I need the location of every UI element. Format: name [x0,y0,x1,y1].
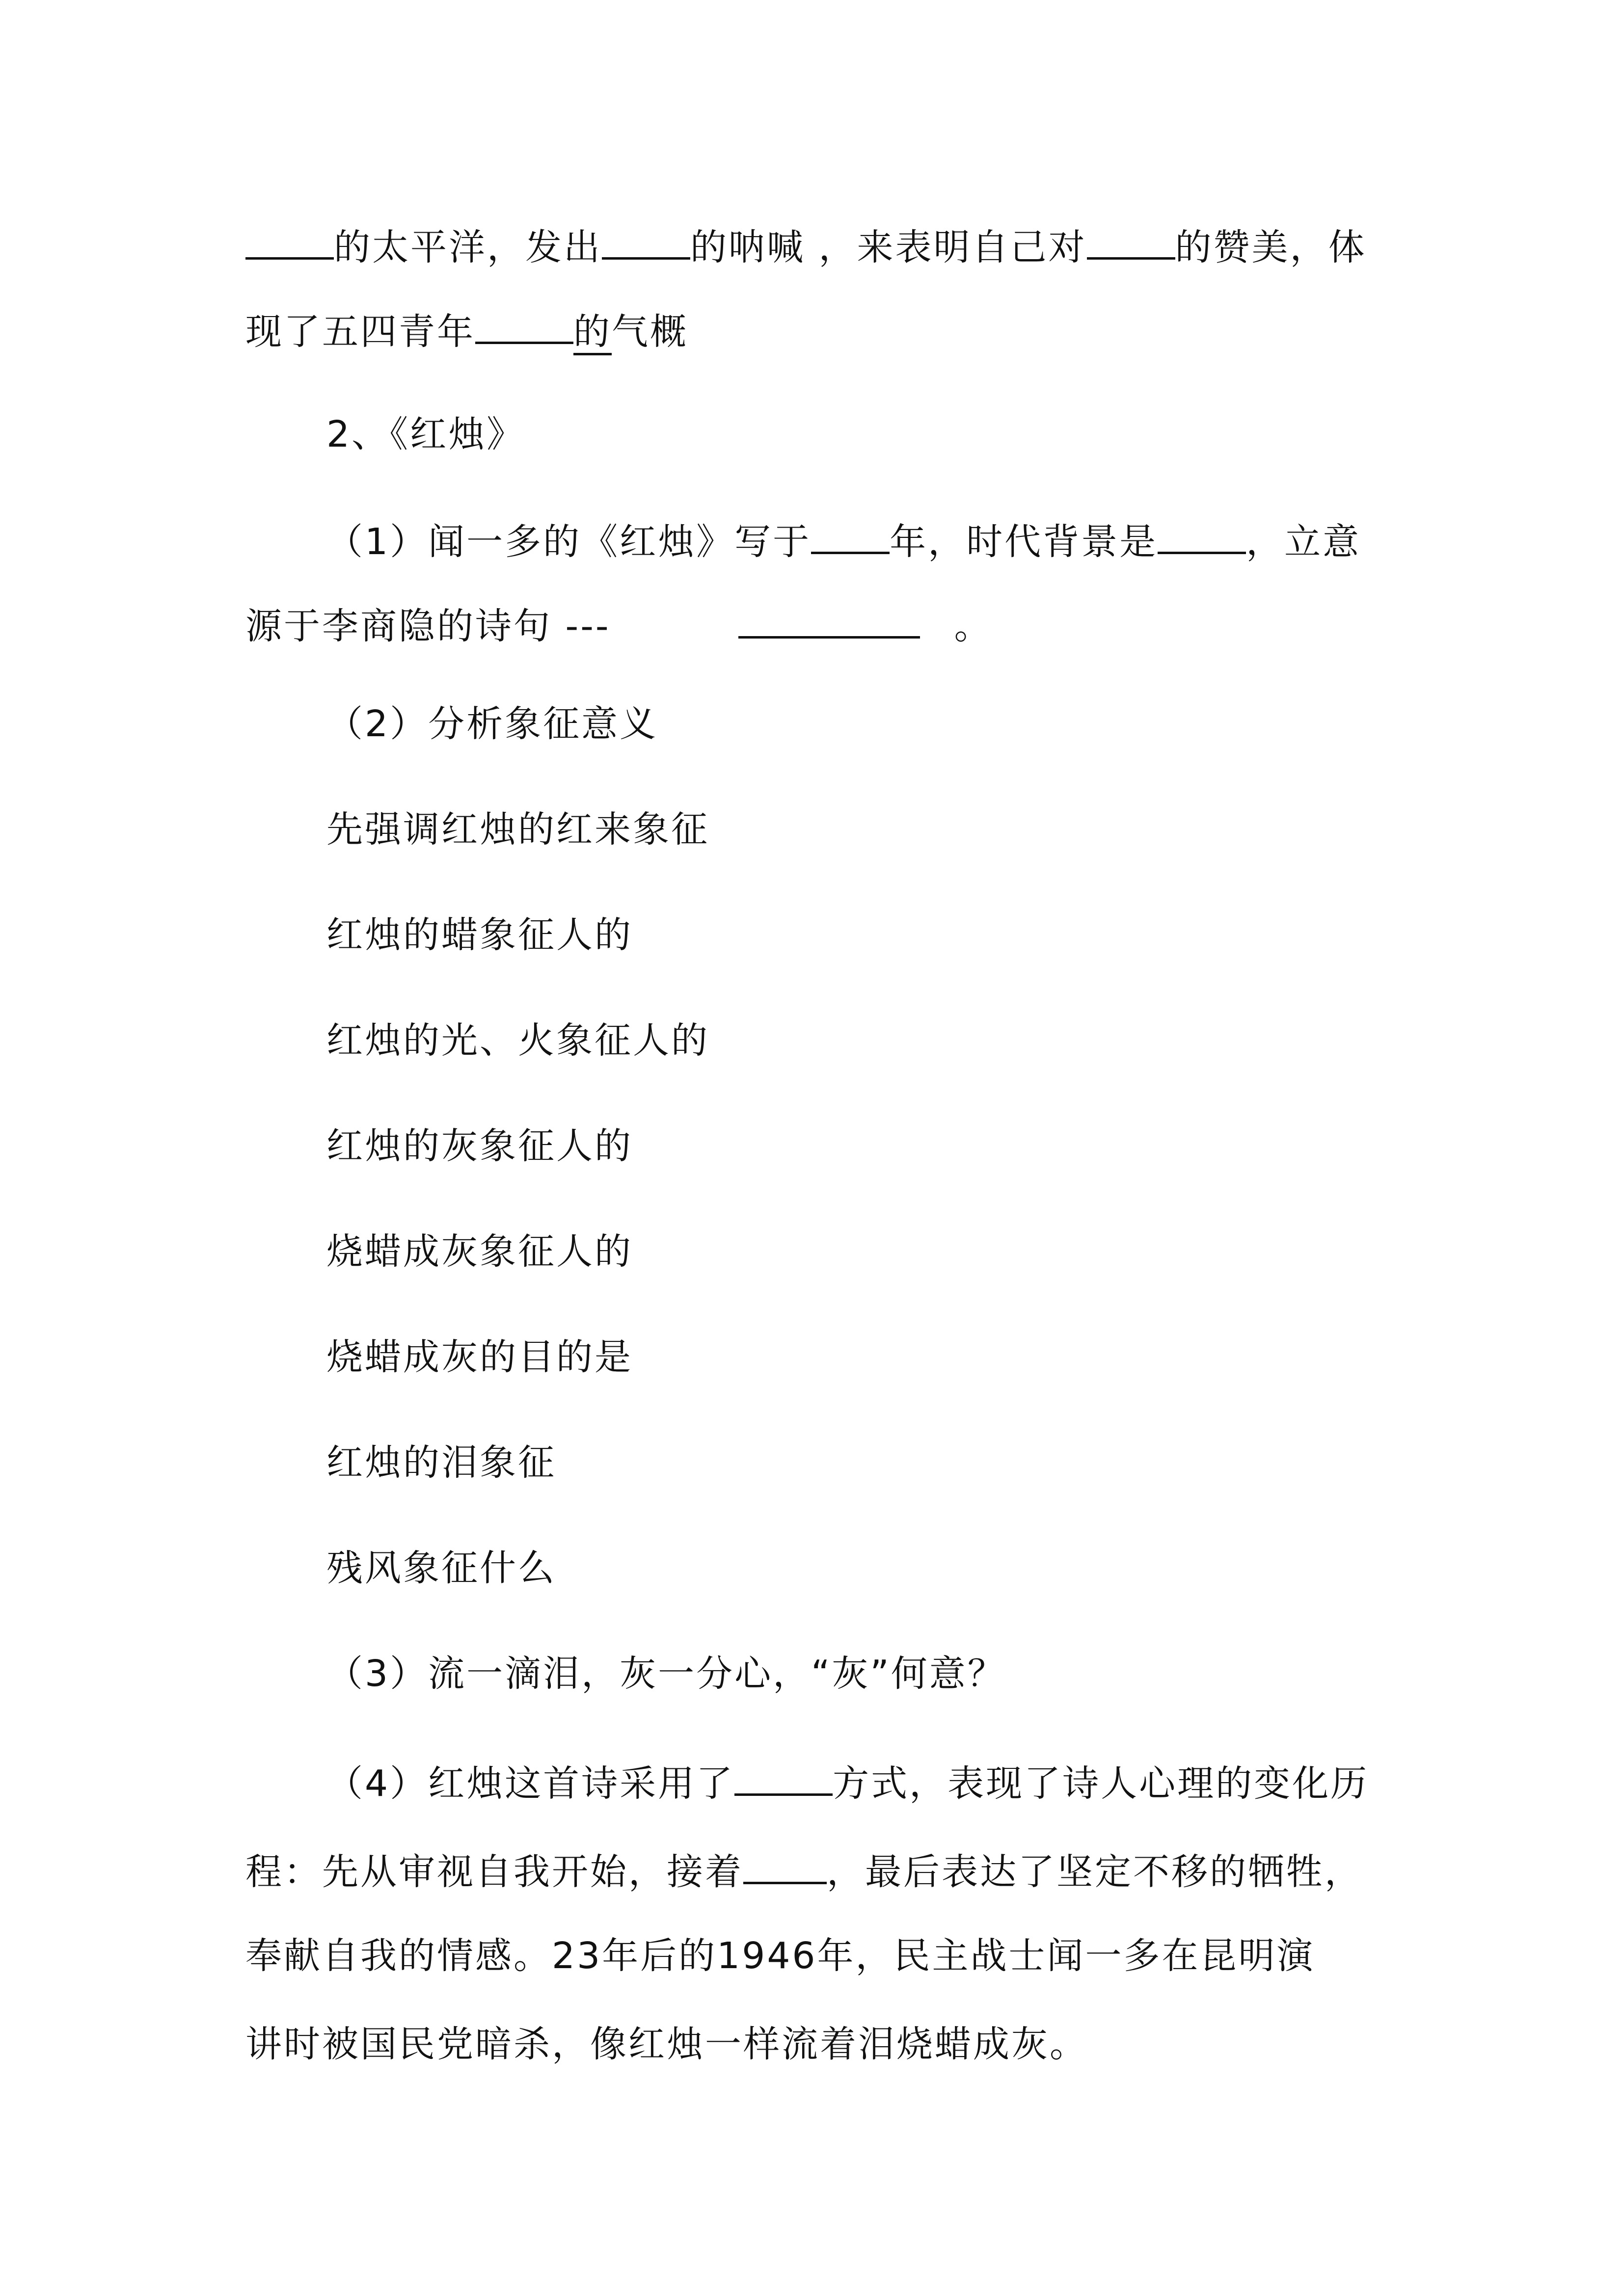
section-heading: 2、《红烛》 [326,413,525,455]
fill-in-blank [738,595,920,639]
list-item: 先强调红烛的红来象征 [326,808,709,851]
text-segment: 年，时代背景是 [890,521,1158,563]
paragraph-line-1 [245,216,1367,274]
text-segment: 现了五四青年 [245,311,475,353]
question-2-title: （2）分析象征意义 [326,703,658,745]
question-1-line-1 [326,510,1361,569]
text-segment: 。 [954,605,993,647]
question-1-line-2 [245,595,993,653]
text-segment: 程：先从审视自我开始，接着 [245,1851,743,1893]
text-segment: ，最后表达了坚定不移的牺牲， [827,1851,1363,1893]
fill-in-blank [1087,216,1175,260]
question-4-line-4: 讲时被国民党暗杀，像红烛一样流着泪烧蜡成灰。 [245,2023,1088,2065]
underlined-text: 的 [573,311,612,355]
question-3: （3）流一滴泪，灰一分心，“灰”何意？ [326,1653,1006,1695]
fill-in-blank [1158,510,1246,554]
list-item: 残风象征什么 [326,1547,556,1589]
list-item: 烧蜡成灰的目的是 [326,1336,633,1378]
question-4-line-2 [245,1841,1363,1899]
text-segment: 的太平洋，发出 [334,226,602,268]
fill-in-blank [602,216,690,260]
fill-in-blank [475,300,573,344]
fill-in-blank [245,216,334,260]
question-4-line-1 [326,1752,1369,1811]
list-item: 烧蜡成灰象征人的 [326,1230,633,1273]
text-segment: 源于李商隐的诗句 --- [245,605,611,647]
text-segment: ，立意 [1246,521,1361,563]
fill-in-blank [734,1752,833,1796]
text-segment: （4）红烛这首诗采用了 [326,1762,735,1805]
text-segment: 气概 [612,311,688,353]
text-segment: （1）闻一多的《红烛》写于 [326,521,812,563]
fill-in-blank [743,1841,827,1884]
list-item: 红烛的灰象征人的 [326,1125,633,1167]
text-segment: 方式，表现了诗人心理的变化历 [833,1762,1369,1805]
text-segment: 的呐喊 ，来表明自己对 [690,226,1087,268]
list-item: 红烛的泪象征 [326,1442,556,1484]
paragraph-line-2 [245,300,688,359]
fill-in-blank [811,510,890,554]
question-4-line-3: 奉献自我的情感。23年后的1946年，民主战士闻一多在昆明演 [245,1935,1315,1977]
text-segment: 的赞美，体 [1175,226,1367,268]
list-item: 红烛的光、火象征人的 [326,1019,709,1062]
list-item: 红烛的蜡象征人的 [326,914,633,956]
